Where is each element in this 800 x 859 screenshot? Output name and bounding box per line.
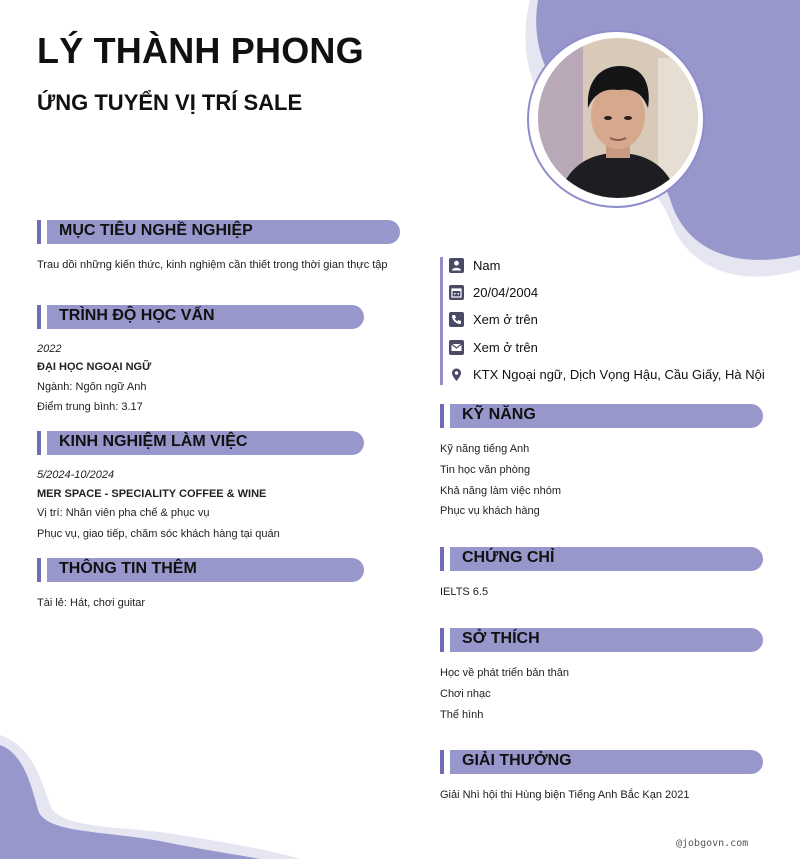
avatar [538, 38, 698, 198]
education-school: ĐẠI HỌC NGOẠI NGỮ [37, 361, 152, 373]
section-header-awards [440, 750, 763, 774]
decorative-blob-bottom [0, 735, 300, 859]
extra-text: Tài lẻ: Hát, chơi guitar [37, 597, 146, 609]
skill-item: Tin học văn phòng [440, 464, 531, 476]
contact-gender: Nam [473, 258, 501, 273]
section-title: THÔNG TIN THÊM [59, 560, 197, 577]
experience-role: Vị trí: Nhân viên pha chế & phục vụ [37, 507, 210, 519]
section-title: SỞ THÍCH [462, 630, 540, 647]
contact-divider [440, 257, 443, 385]
section-header-skills [440, 404, 763, 428]
section-header-hobbies [440, 628, 763, 652]
education-major: Ngành: Ngôn ngữ Anh [37, 381, 147, 393]
applied-position: ỨNG TUYỂN VỊ TRÍ SALE [37, 90, 303, 115]
experience-company: MER SPACE - SPECIALITY COFFEE & WINE [37, 488, 267, 500]
phone-icon [449, 312, 464, 327]
section-title: KINH NGHIỆM LÀM VIỆC [59, 433, 248, 450]
section-title: KỸ NĂNG [462, 406, 536, 423]
section-header-objective [37, 220, 400, 244]
section-title: CHỨNG CHỈ [462, 549, 555, 566]
contact-email: Xem ở trên [473, 340, 538, 355]
skill-item: Khả năng làm việc nhóm [440, 485, 562, 497]
experience-description: Phục vụ, giao tiếp, chăm sóc khách hàng tại quán [37, 528, 280, 540]
contact-birthdate: 20/04/2004 [473, 285, 539, 300]
certificate-item: IELTS 6.5 [440, 586, 489, 598]
skill-item: Phục vụ khách hàng [440, 505, 540, 517]
mail-icon [449, 340, 464, 355]
candidate-name: LÝ THÀNH PHONG [37, 30, 364, 71]
location-icon [449, 367, 464, 382]
skill-item: Kỹ năng tiếng Anh [440, 443, 530, 455]
education-gpa: Điểm trung bình: 3.17 [37, 401, 143, 413]
section-title: GIẢI THƯỞNG [462, 752, 572, 769]
section-header-experience [37, 431, 364, 455]
section-header-extra [37, 558, 364, 582]
section-header-education [37, 305, 364, 329]
contact-phone: Xem ở trên [473, 312, 538, 327]
hobby-item: Chơi nhạc [440, 688, 491, 700]
award-item: Giải Nhì hội thi Hùng biện Tiếng Anh Bắc Kạn 2021 [440, 789, 690, 801]
person-icon [449, 258, 464, 273]
section-title: TRÌNH ĐỘ HỌC VẤN [59, 307, 215, 324]
contact-address: KTX Ngoại ngữ, Dịch Vọng Hậu, Cầu Giấy, Hà Nội [473, 367, 765, 382]
section-header-certificates [440, 547, 763, 571]
hobby-item: Học về phát triển bản thân [440, 667, 570, 679]
education-year: 2022 [37, 343, 62, 355]
section-title: MỤC TIÊU NGHỀ NGHIỆP [59, 222, 253, 239]
experience-period: 5/2024-10/2024 [37, 469, 115, 481]
calendar-icon [449, 285, 464, 300]
watermark: @jobgovn.com [676, 838, 749, 849]
hobby-item: Thể hình [440, 709, 484, 721]
objective-text: Trau dồi những kiến thức, kinh nghiệm cần thiết trong thời gian thực tập [37, 259, 388, 271]
